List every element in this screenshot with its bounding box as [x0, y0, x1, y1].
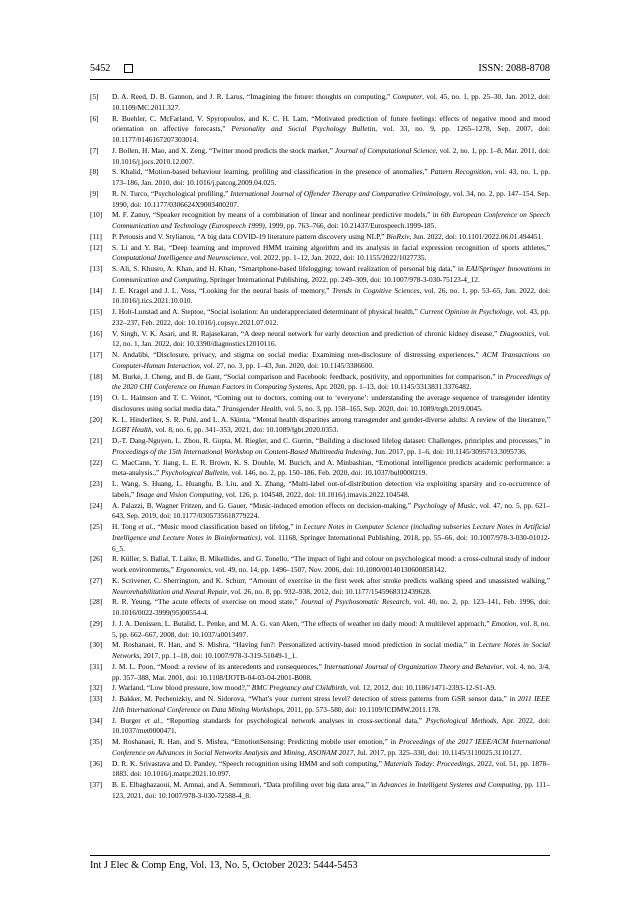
reference-text: J. Holt-Lunstad and A. Steptoe, “Social isolation: An underappreciated determinant of physical health,” — [112, 307, 420, 316]
reference-number: [34] — [90, 715, 103, 725]
reference-item — [90, 415, 550, 437]
reference-source-title: 2011 IEEE 11th International Conference on Data Mining Workshops — [112, 694, 550, 714]
page-footer: Int J Elec & Comp Eng, Vol. 13, No. 5, October 2023: 5444-5453 — [90, 860, 358, 871]
reference-source-title: ACM Transactions on Computer-Human Interaction — [112, 350, 550, 370]
reference-list — [90, 92, 550, 802]
reference-text: , vol. 12, no. 1, Jan. 2022, doi: 10.3390/diagnostics12010116. — [112, 328, 550, 349]
reference-source-title: BioRxiv — [386, 231, 410, 241]
reference-number: [22] — [90, 457, 103, 467]
reference-source-title: International Journal of Offender Therapy and Comparative Criminology — [230, 188, 450, 198]
reference-source-title: Psychology of Music — [413, 500, 476, 510]
reference-source-title: 6th European Conference on Speech Communication and Technology (Eurospeech 1999) — [112, 210, 550, 230]
reference-text: D. R. K. Srivastava and D. Pandey, “Speech recognition using HMM and soft computing,” — [112, 758, 384, 768]
reference-item — [90, 501, 550, 523]
reference-item — [90, 737, 550, 759]
reference-item — [90, 597, 550, 619]
reference-item — [90, 759, 550, 781]
reference-text: R. R. Yeung, “The acute effects of exercise on mood state,” — [112, 597, 301, 607]
reference-text: , vol. 2, no. 1, pp. 1–8, Mar. 2011, doi: 10.1016/j.jocs.2010.12.007. — [112, 145, 550, 166]
reference-text: D.-T. Dang-Nguyen, L. Zhou, R. Gupta, M. Riegler, and C. Gurrin, “Building a disclosed lifelog dataset: Challenges, principles and processes,” in — [112, 436, 550, 445]
reference-item — [90, 167, 550, 189]
reference-text: , vol. 45, no. 1, pp. 25–30, Jan. 2012, doi: 10.1109/MC.2011.327. — [112, 92, 550, 112]
reference-number: [21] — [90, 436, 103, 445]
reference-number: [19] — [90, 393, 103, 402]
reference-item — [90, 350, 550, 372]
reference-number: [32] — [90, 683, 103, 693]
reference-item — [90, 683, 550, 694]
reference-number: [23] — [90, 479, 103, 488]
reference-source-title: Journal of Psychosomatic Research — [300, 597, 410, 607]
reference-text: , vol. 43, pp. 232–237, Feb. 2022, doi: 10.1016/j.copsyc.2021.07.012. — [112, 307, 550, 327]
reference-text: , Apr. 2020, pp. 1–13, doi: 10.1145/3313831.3376482. — [311, 382, 472, 392]
reference-number: [7] — [90, 145, 99, 155]
reference-source-title: et al. — [138, 522, 154, 531]
reference-item — [90, 522, 550, 554]
reference-number: [14] — [90, 285, 103, 295]
reference-number: [37] — [90, 780, 103, 789]
reference-source-title: Trends in Cognitive Sciences — [332, 285, 420, 295]
reference-item — [90, 716, 550, 738]
reference-text: , vol. 43, no. 1, pp. 173–186, Jan. 2010, doi: 10.1016/j.patcog.2009.04.025. — [112, 167, 550, 187]
reference-number: [6] — [90, 113, 99, 123]
reference-number: [26] — [90, 554, 103, 564]
reference-number: [30] — [90, 640, 103, 650]
reference-item — [90, 479, 550, 501]
reference-source-title: Advances in Intelligent Systems and Computing — [378, 780, 521, 789]
reference-source-title: EAI/Springer Innovations in Communication and Computing — [112, 264, 550, 284]
reference-source-title: Pattern Recognition — [430, 167, 491, 177]
reference-text: , pp. 111–123, 2021, doi: 10.1007/978-3-030-72588-4_8. — [112, 780, 551, 800]
reference-text: D. A. Reed, D. B. Gannon, and J. R. Larus, “Imagining the future: thoughts on computing,” — [112, 92, 393, 101]
reference-text: P. Petousis and V. Stylianou, “A big data COVID-19 literature pattern discovery using NLP,” — [112, 231, 387, 241]
reference-source-title: Neurorehabilitation and Neural Repair — [112, 586, 228, 596]
reference-text: J. E. Kragel and J. L. Voss, “Looking for the neural basis of memory,” — [112, 285, 333, 295]
reference-source-title: International Journal of Organization Theory and Behavior — [324, 661, 503, 671]
reference-source-title: Ergonomics — [175, 565, 212, 574]
reference-text: , vol. 8, no. 5, pp. 662–667, 2008, doi: 10.1037/a0013497. — [112, 618, 550, 639]
reference-source-title: Journal of Computational Science — [334, 145, 436, 155]
reference-item — [90, 436, 550, 458]
reference-text: V. Singh, V. K. Asari, and R. Rajasekaran, “A deep neural network for early detection and prediction of chronic kidney disease,” — [112, 328, 500, 338]
reference-text: , vol. 27, no. 3, pp. 1–43, Jun. 2020, doi: 10.1145/3386600. — [199, 360, 374, 370]
reference-number: [27] — [90, 575, 103, 585]
reference-item — [90, 576, 550, 598]
reference-number: [24] — [90, 500, 103, 510]
reference-source-title: Computational Intelligence and Neuroscience — [112, 253, 247, 263]
reference-text: , Jun. 2017, pp. 1–6, doi: 10.1145/3095713.3095736. — [371, 446, 527, 456]
reference-text: , 2011, pp. 573–580, doi: 10.1109/ICDMW.2011.178. — [283, 704, 441, 714]
footer-rule — [90, 855, 550, 856]
reference-item — [90, 286, 550, 308]
reference-text: , vol. 146, no. 2, pp. 150–186, Feb. 2020, doi: 10.1037/bul0000219. — [227, 468, 428, 478]
reference-text: K. L. Hinderliter, S. R. Puhl, and L. A. Skinta, “Mental health disparities among transgender and gender-diverse adults: A review of the literature,” — [112, 414, 550, 424]
reference-source-title: Image and Vision Computing — [136, 489, 222, 499]
reference-text: J. Bakker, M. Pechenizkiy, and N. Sidorova, “What’s your current stress level? detection of stress patterns from GSR sensor data,” in — [112, 694, 518, 703]
reference-source-title: Lecture Notes in Computer Science (including subseries Lecture Notes in Artificial Intelligence and Lecture Notes in Bioinformatics) — [112, 522, 551, 542]
reference-item — [90, 372, 550, 394]
reference-text: , vol. 34, no. 2, pp. 147–154, Sep. 1990, doi: 10.1177/0306624X9003400207. — [112, 188, 550, 209]
reference-source-title: Personality and Social Psychology Bulletin — [231, 124, 376, 134]
reference-source-title: Proceedings of the 2020 CHI Conference on Human Factors in Computing Systems — [112, 371, 550, 392]
reference-text: R. Buehler, C. McFarland, V. Spyropoulos, and K. C. H. Lam, “Motivated prediction of future feelings: effects of negative mood and mood orientation on affective forecasts,” — [112, 113, 550, 134]
reference-number: [9] — [90, 188, 99, 198]
reference-text: , 1999, pp. 763–766, doi: 10.21437/Eurospeech.1999-185. — [264, 221, 437, 230]
reference-item — [90, 640, 550, 662]
reference-number: [28] — [90, 597, 103, 607]
reference-number: [33] — [90, 694, 103, 703]
reference-item — [90, 92, 550, 114]
reference-number: [16] — [90, 328, 103, 338]
reference-number: [31] — [90, 661, 103, 671]
reference-source-title: Materials Today: Proceedings — [383, 758, 474, 768]
reference-source-title: et al. — [144, 715, 162, 725]
reference-source-title: LGBT Health — [112, 425, 152, 435]
header-rule — [90, 79, 550, 80]
reference-text: , vol. 11168, Springer International Publishing, 2018, pp. 55–66, doi: 10.1007/978-3-030-01012-6_5. — [112, 532, 550, 553]
reference-number: [12] — [90, 242, 103, 252]
reference-text: , vol. 33, no. 9, pp. 1265–1278, Sep. 2007, doi: 10.1177/0146167207303014. — [112, 124, 550, 144]
reference-source-title: Transgender Health — [222, 403, 282, 413]
reference-item — [90, 264, 550, 286]
reference-text: N. Andalibi, “Disclosure, privacy, and stigma on social media: Examining non-disclosure of distressing experiences,” — [112, 350, 483, 359]
reference-number: [25] — [90, 522, 103, 531]
reference-text: , vol. 2022, pp. 1–12, Jan. 2022, doi: 10.1155/2022/1027735. — [246, 253, 427, 263]
reference-number: [11] — [90, 231, 102, 241]
reference-source-title: Diagnostics — [499, 328, 535, 338]
issn-label: ISSN: 2088-8708 — [478, 63, 550, 74]
reference-source-title: Lecture Notes in Social Networks — [112, 640, 551, 660]
reference-text: , “Music mood classification based on lifelog,” in — [153, 522, 304, 531]
reference-number: [20] — [90, 414, 103, 424]
reference-number: [13] — [90, 264, 103, 273]
reference-number: [5] — [90, 92, 99, 101]
reference-text: O. L. Haimson and T. C. Veinot, “Coming out to doctors, coming out to ‘everyone’: understanding the average sequence of transgender identity disclosures using social media data,” — [112, 393, 550, 413]
reference-item — [90, 393, 550, 415]
reference-item — [90, 114, 550, 146]
reference-text: , 2017, pp. 1–18, doi: 10.1007/978-3-319-51049-1_1. — [139, 651, 298, 660]
reference-text: J. Warland, “Low blood pressure, low mood?,” — [112, 683, 252, 693]
reference-text: , Jun. 2022, doi: 10.1101/2022.06.01.494451. — [409, 231, 544, 241]
reference-source-title: Computer — [392, 92, 423, 101]
reference-item — [90, 554, 550, 576]
reference-text: , vol. 49, no. 14, pp. 1496–1507, Nov. 2006, doi: 10.1080/00140130600858142. — [211, 565, 447, 574]
reference-text: B. E. Elbaghazaoui, M. Amnai, and A. Semmouri, “Data profiling over big data area,” in — [112, 780, 379, 789]
reference-text: S. Li and Y. Bai, “Deep learning and improved HMM training algorithm and its analysis in facial expression recognition of sports athletes,” — [112, 242, 550, 252]
reference-text: , vol. 126, p. 104548, 2022, doi: 10.1016/j.imavis.2022.104548. — [221, 489, 410, 499]
reference-number: [15] — [90, 307, 103, 316]
reference-text: M. Roshanaei, R. Han, and S. Mishra, “EmotionSensing: Predicting mobile user emotion,” in — [112, 737, 399, 746]
reference-text: C. MacCann, Y. Jiang, L. E. R. Brown, K. S. Double, M. Bucich, and A. Minbashian, “Emotional intelligence predicts academic performance: a meta-analysis.,” — [112, 457, 550, 478]
reference-text: , 2022, vol. 51, pp. 1878–1883. doi: 10.1016/j.matpr.2021.10.097. — [112, 758, 551, 779]
reference-text: J. Bollen, H. Mao, and X. Zeng, “Twitter mood predicts the stock market,” — [112, 145, 335, 155]
square-icon — [124, 64, 133, 73]
reference-text: S. Ali, S. Khusro, A. Khan, and H. Khan, “Smartphone-based lifelogging: toward realization of personal big data,” in — [112, 264, 466, 273]
reference-text: J. M. L. Poon, “Mood: a review of its antecedents and consequences,” — [112, 661, 325, 671]
reference-text: H. Tong — [112, 522, 139, 531]
reference-item — [90, 232, 550, 243]
reference-text: , vol. 26, no. 1, pp. 53–65, Jan. 2022, doi: 10.1016/j.tics.2021.10.010. — [112, 285, 550, 306]
reference-source-title: Proceedings of the 2017 IEEE/ACM International Conference on Advances in Social Networks Analysis and Mining, ASONAM 2017 — [112, 737, 550, 757]
reference-number: [18] — [90, 371, 103, 381]
reference-text: , vol. 8, no. 6, pp. 341–353, 2021, doi: 10.1089/lgbt.2020.0353. — [151, 425, 339, 435]
reference-item — [90, 243, 550, 265]
reference-item — [90, 210, 550, 232]
reference-item — [90, 619, 550, 641]
reference-item — [90, 780, 550, 802]
reference-text: , vol. 5, no. 3, pp. 158–165, Sep. 2020, doi: 10.1089/trgh.2019.0045. — [281, 403, 483, 413]
reference-text: K. Scrivener, C. Sherrington, and K. Schurr, “Amount of exercise in the first week after stroke predicts walking speed and unassisted walking,” — [112, 575, 550, 585]
reference-item — [90, 458, 550, 480]
reference-text: M. F. Zanuy, “Speaker recognition by means of a combination of linear and nonlinear predictive models,” in — [112, 210, 441, 220]
page-number: 5452 — [90, 63, 111, 74]
reference-number: [29] — [90, 618, 103, 628]
reference-text: J. Burger — [112, 715, 145, 725]
reference-text: , vol. 40, no. 2, pp. 123–141, Feb. 1996, doi: 10.1016/0022-3999(95)00554-4. — [112, 597, 551, 617]
reference-item — [90, 146, 550, 168]
reference-text: , vol. 26, no. 8, pp. 932–938, 2012, doi: 10.1177/1545968312439628. — [227, 586, 432, 596]
reference-text: R. Küller, S. Ballal, T. Laike, B. Mikellides, and G. Tonello, “The impact of light and colour on psychological mood: a cross-cultural study of indoor work environments,” — [112, 554, 550, 574]
reference-text: M. Burke, J. Cheng, and B. de Gant, “Social comparison and Facebook: feedback, positivity, and opportunities for comparison,” in — [112, 371, 506, 381]
reference-item — [90, 329, 550, 351]
reference-text: S. Khalid, “Motion-based behaviour learning, profiling and classification in the presence of anomalies,” — [112, 167, 431, 177]
reference-text: , Jul. 2017, pp. 325–330, doi: 10.1145/3110025.3110127. — [353, 747, 522, 757]
reference-text: M. Roshanaei, R. Han, and S. Mishra, “Having fun?: Personalized activity-based mood prediction in social media,” in — [112, 640, 479, 650]
reference-number: [8] — [90, 167, 99, 177]
reference-item — [90, 694, 550, 716]
reference-source-title: Current Opinion in Psychology — [419, 307, 513, 316]
reference-source-title: Psychological Methods — [425, 715, 497, 725]
reference-text: L. Wang, S. Huang, L. Huangfu, B. Liu, and X. Zhang, “Multi-label out-of-distribution detection via exploiting sparsity and co-occurrence of labels,” — [112, 479, 550, 499]
reference-text: , Springer International Publishing, 2022, pp. 249–309, doi: 10.1007/978-3-030-75123-4_12. — [206, 274, 480, 284]
reference-source-title: Psychological Bulletin — [161, 468, 228, 478]
reference-item — [90, 307, 550, 329]
reference-text: A. Palazzi, B. Wagner Fritzen, and G. Gauer, “Music-induced emotion effects on decision-making,” — [112, 500, 414, 510]
reference-text: , “Reporting standards for psychological network analyses in cross-sectional data,” — [161, 715, 426, 725]
reference-text: , vol. 12, 2012, doi: 10.1186/1471-2393-12-S1-A9. — [345, 683, 497, 693]
reference-item — [90, 189, 550, 211]
reference-source-title: Emotion — [491, 618, 517, 628]
reference-text: J. J. A. Denissen, L. Butalid, L. Penke, and M. A. G. van Aken, “The effects of weather on daily mood: A multilevel approach,” — [112, 618, 492, 628]
reference-text: , vol. 4, no. 3/4, pp. 357–388, Mar. 2001, doi: 10.1108/IJOTB-04-03-04-2001-B008. — [112, 661, 550, 682]
reference-text: R. N. Turco, “Psychological profiling,” — [112, 188, 231, 198]
reference-number: [10] — [90, 210, 103, 220]
reference-number: [17] — [90, 350, 103, 359]
reference-text: , Apr. 2022, doi: 10.1037/met0000471. — [112, 715, 550, 736]
reference-source-title: Proceedings of the 15th International Workshop on Content-Based Multimedia Indexing — [112, 446, 372, 456]
reference-number: [36] — [90, 758, 103, 768]
reference-source-title: BMC Pregnancy and Childbirth — [251, 683, 346, 693]
reference-number: [35] — [90, 737, 103, 746]
page-header — [90, 62, 550, 76]
reference-item — [90, 662, 550, 684]
reference-text: , vol. 47, no. 5, pp. 621–643, Sep. 2019, doi: 10.1177/0305735618779224. — [112, 500, 550, 521]
